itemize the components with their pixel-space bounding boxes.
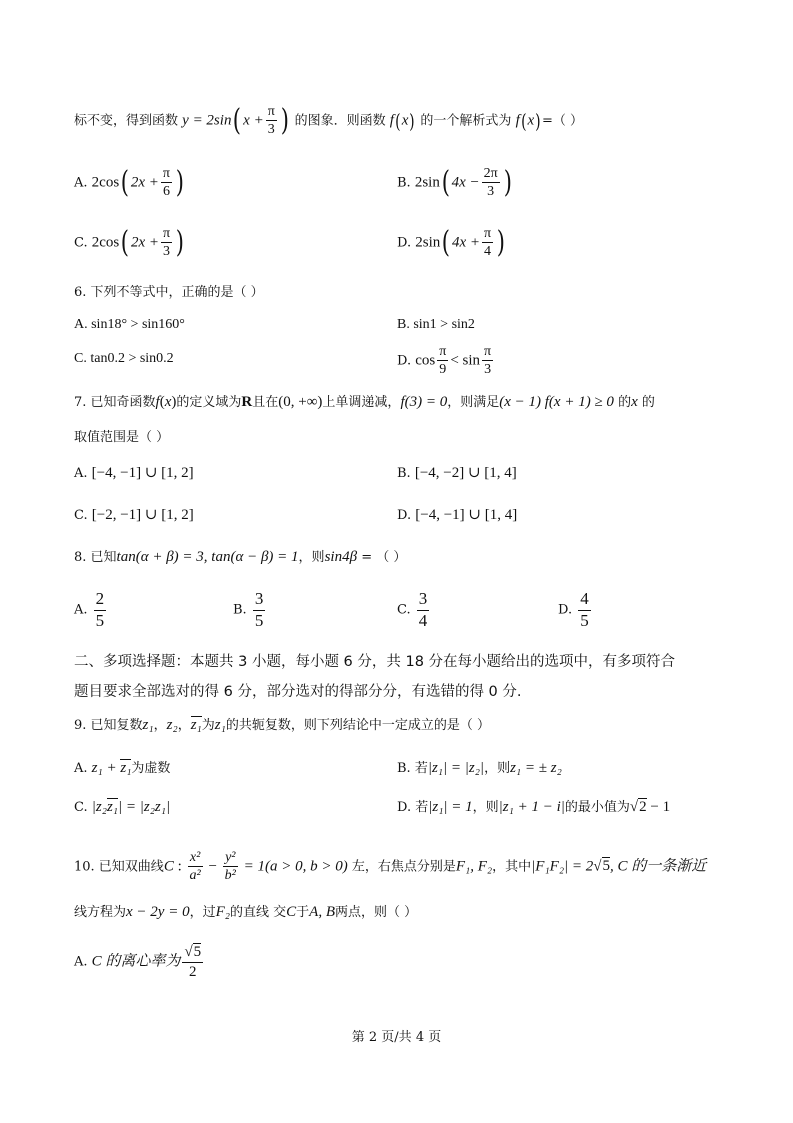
q6-option-c[interactable]: C. tan0.2 > sin0.2 xyxy=(74,351,174,366)
q5-frac: $\frac{\pi}{3}$ xyxy=(267,104,275,138)
q10-stem-line1: 10. 已知双曲线C : $\frac{\text{x²}}{\text{a²}}$ − $\frac{\text{y²}}{\text{b²}}$ = 1(a > 0, b > 0) 左，右焦点分别是F₁, F₂，其中|F₁F₂| = 2√5, C 的一条渐近 xyxy=(74,850,707,884)
q9-option-b[interactable]: B. 若|z₁| = |z₂|，则z₁ = ± z₂ xyxy=(397,760,562,776)
q5-option-c[interactable]: C. 2cos( 2x + $\frac{\pi}{3}$ ) xyxy=(74,224,185,260)
q8-option-b[interactable]: B. $\frac{3}{5}$ xyxy=(233,589,264,630)
q5-option-b[interactable]: B. 2sin( 4x − $\frac{2\pi}{3}$ ) xyxy=(397,164,512,200)
q9-option-d[interactable]: D. 若|z₁| = 1，则|z₁ + 1 − i|的最小值为√2 − 1 xyxy=(397,799,671,815)
q6-option-b[interactable]: B. sin1 > sin2 xyxy=(397,317,475,332)
q6-stem: 6. 下列不等式中，正确的是（ ） xyxy=(74,285,264,300)
q9-option-a[interactable]: A. z₁ + z₁为虚数 xyxy=(74,760,171,776)
q7-option-b[interactable]: B. [−4, −2] ∪ [1, 4] xyxy=(397,465,517,481)
q7-stem-line1: 7. 已知奇函数f(x)的定义域为R且在(0, +∞)上单调递减，f(3) = 0，则满足(x − 1) f(x + 1) ≥ 0 的x 的 xyxy=(74,394,655,410)
section2-heading-line2: 题目要求全部选对的得 6 分，部分选对的得部分分，有选错的得 0 分. xyxy=(74,684,522,700)
q5-option-d[interactable]: D. 2sin( 4x + $\frac{\pi}{4}$ ) xyxy=(397,224,506,260)
q7-option-d[interactable]: D. [−4, −1] ∪ [1, 4] xyxy=(397,507,518,523)
q6-option-d[interactable]: D. cos $\frac{\pi}{9}$ < sin $\frac{\pi}{3}$ xyxy=(397,344,492,378)
q7-option-a[interactable]: A. [−4, −1] ∪ [1, 2] xyxy=(74,465,194,481)
q8-option-a[interactable]: A. $\frac{2}{5}$ xyxy=(74,589,105,630)
q5-mid: 的图象．则函数 xyxy=(294,113,386,129)
q8-option-d[interactable]: D. $\frac{4}{5}$ xyxy=(558,589,589,630)
q9-option-c[interactable]: C. |z₂z₁| = |z₂z₁| xyxy=(74,799,171,815)
q9-stem: 9. 已知复数z₁，z₂，z₁为z₁的共轭复数，则下列结论中一定成立的是（ ） xyxy=(74,717,490,733)
q5-tail-line: 标不变，得到函数 y = 2sin( x + $\frac{\pi}{3}$ ) 的图象．则函数 f(x) 的一个解析式为 f(x)=（ ） xyxy=(74,102,584,138)
q8-option-c[interactable]: C. $\frac{3}{4}$ xyxy=(397,589,428,630)
q8-stem: 8. 已知tan(α + β) = 3, tan(α − β) = 1，则sin4β = （ ） xyxy=(74,549,407,565)
q10-option-a[interactable]: A. C 的离心率为 $\frac{√5}{2}$ xyxy=(74,944,202,980)
q5-option-a[interactable]: A. 2cos( 2x + $\frac{\pi}{6}$ ) xyxy=(74,164,184,200)
q10-stem-line2: 线方程为x − 2y = 0，过F₂的直线 交C于A, B两点，则（ ） xyxy=(74,904,418,920)
q7-option-c[interactable]: C. [−2, −1] ∪ [1, 2] xyxy=(74,507,194,523)
q5-end: =（ ） xyxy=(542,113,584,129)
q5-prefix: 标不变，得到函数 xyxy=(74,113,179,129)
q5-suffix: 的一个解析式为 xyxy=(420,113,512,129)
q6-option-a[interactable]: A. sin18° > sin160° xyxy=(74,317,185,332)
section2-heading-line1: 二、多项选择题：本题共 3 小题，每小题 6 分，共 18 分在每小题给出的选项中，有多项符合 xyxy=(74,654,676,670)
q5-func: y = 2sin xyxy=(182,112,232,129)
page-footer: 第 2 页/共 4 页 xyxy=(351,1030,442,1045)
q7-stem-line2: 取值范围是（ ） xyxy=(74,430,170,445)
